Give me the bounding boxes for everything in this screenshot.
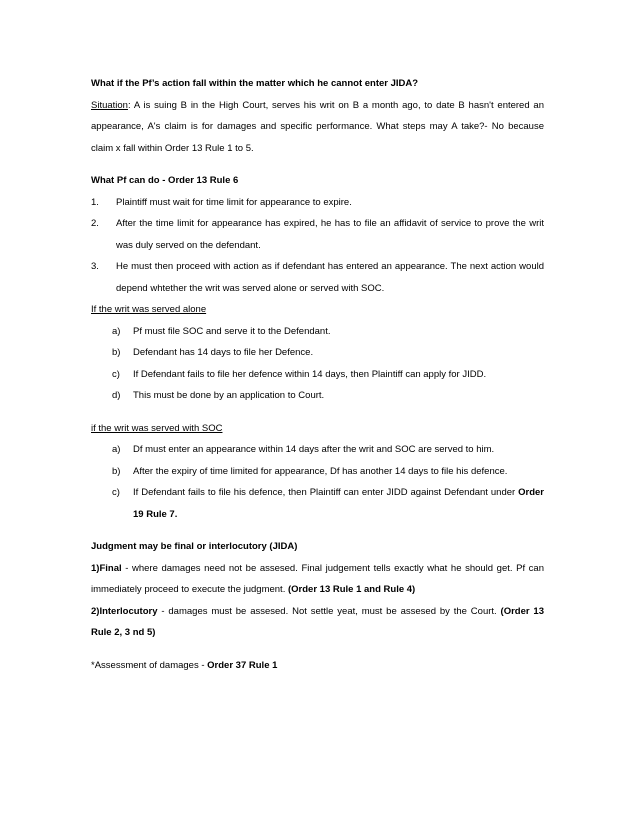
situation-text: : A is suing B in the High Court, serves his writ on B a month ago, to date B hasn't entered an appearance, A's claim is for damages and specific performance. What steps may A take?- No because claim x fall within Order 13 Rule 1 to 5. (91, 99, 544, 154)
document-body (91, 73, 544, 676)
interlocutory-text: - damages must be assesed. Not settle yeat, must be assesed by the Court. (157, 605, 501, 617)
list-item (91, 461, 544, 483)
order-reference: Order 19 Rule 7. (133, 487, 544, 520)
list-marker: c) (112, 487, 120, 498)
list-item-text: Defendant has 14 days to file her Defence. (133, 347, 314, 358)
final-label: 1)Final (91, 562, 122, 574)
list-item-text: After the expiry of time limited for appearance, Df has another 14 days to file his defence. (133, 465, 508, 477)
list-item (91, 213, 544, 256)
list-item (91, 192, 544, 214)
served-alone-heading: If the writ was served alone (91, 304, 207, 315)
list-item-text: Plaintiff must wait for time limit for appearance to expire. (116, 196, 352, 208)
assessment-text: *Assessment of damages - (91, 659, 208, 671)
list-marker: b) (112, 347, 121, 358)
list-marker: a) (112, 325, 121, 337)
list-item-text: Pf must file SOC and serve it to the Defendant. (133, 325, 331, 337)
main-heading: What if the Pf’s action fall within the matter which he cannot enter JIDA? (91, 78, 419, 89)
interlocutory-label: 2)Interlocutory (91, 605, 158, 617)
what-pf-can-do-list (91, 192, 544, 300)
list-item (91, 256, 544, 299)
list-marker: 2. (91, 218, 99, 229)
list-item (91, 342, 544, 364)
interlocutory-paragraph (91, 601, 544, 644)
list-item-text: If Defendant fails to file his defence, then Plaintiff can enter JIDD against Defendant under (133, 487, 519, 498)
list-item-text: This must be done by an application to Court. (133, 390, 325, 401)
list-item-text: Df must enter an appearance within 14 days after the writ and SOC are served to him. (133, 444, 495, 455)
list-marker: 1. (91, 196, 99, 208)
served-alone-list (91, 321, 544, 407)
what-pf-can-do-heading: What Pf can do - Order 13 Rule 6 (91, 175, 239, 186)
final-text: - where damages need not be assesed. Final judgement tells exactly what he should get. Pf can immediately proceed to execute the judgment. (91, 562, 544, 595)
list-item-text: If Defendant fails to file her defence within 14 days, then Plaintiff can apply for JIDD. (133, 368, 487, 380)
list-item (91, 364, 544, 386)
list-marker: 3. (91, 261, 99, 272)
judgment-heading: Judgment may be final or interlocutory (JIDA) (91, 541, 298, 552)
list-marker: c) (112, 368, 120, 380)
list-marker: d) (112, 390, 121, 401)
list-item (91, 385, 544, 407)
list-marker: a) (112, 444, 121, 455)
final-paragraph (91, 558, 544, 601)
list-item (91, 321, 544, 343)
list-item (91, 482, 544, 525)
situation-label: Situation (91, 99, 128, 111)
order-reference: (Order 13 Rule 2, 3 nd 5) (91, 605, 544, 638)
list-item-text: After the time limit for appearance has expired, he has to file an affidavit of service to prove the writ was duly served on the defendant. (116, 218, 544, 251)
list-item-text: He must then proceed with action as if defendant has entered an appearance. The next action would depend whtether the writ was served alone or served with SOC. (116, 261, 544, 294)
served-with-soc-list (91, 439, 544, 525)
order-reference: Order 37 Rule 1 (207, 659, 278, 671)
assessment-paragraph (91, 655, 544, 677)
situation-paragraph (91, 95, 544, 160)
list-marker: b) (112, 465, 121, 477)
served-with-soc-heading: if the writ was served with SOC (91, 422, 223, 434)
order-reference: (Order 13 Rule 1 and Rule 4) (287, 584, 416, 595)
list-item (91, 439, 544, 461)
